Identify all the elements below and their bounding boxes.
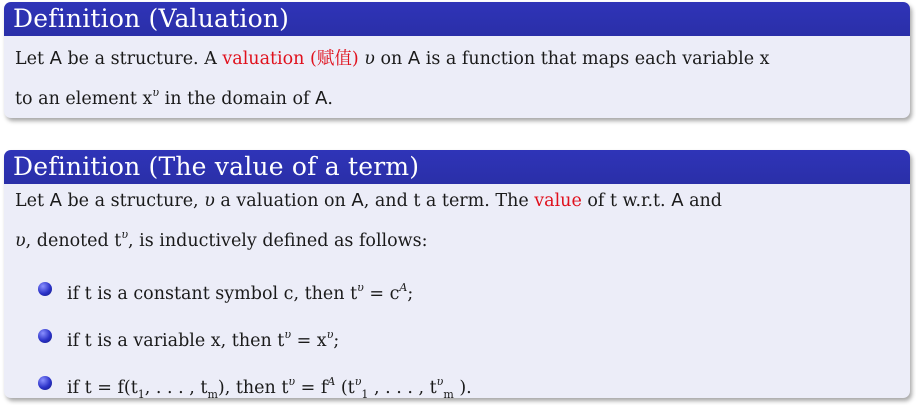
list-item [33,268,898,315]
block-body [4,36,910,116]
definition-valuation-block [4,2,910,118]
text: ; [333,331,340,351]
list-item [33,362,898,398]
superscript: A [399,281,408,294]
bullet-icon [38,282,52,296]
text: , is inductively defined as follows: [128,231,428,251]
subscript: m [207,388,218,398]
text: of t w.r.t. [581,191,672,211]
superscript: υ [284,328,292,341]
valuation-symbol: υ [15,231,26,251]
bullet-icon [38,329,52,343]
superscript: A [327,375,336,388]
text: Let [15,49,50,69]
structure-symbol: A [351,190,364,211]
text: on [374,49,408,69]
text: = f [295,378,328,398]
superscript: υ [121,228,129,241]
defined-term: valuation [222,49,305,69]
text: in the domain of [159,89,316,109]
text: if t is a variable x, then t [67,331,285,351]
superscript: υ [436,375,444,388]
text: . [327,89,333,109]
definition-cases-list [15,268,898,398]
structure-symbol: A [671,190,684,211]
definition-term-value-block [4,150,910,398]
superscript: υ [357,281,364,294]
defined-term: value [534,191,582,211]
superscript: υ [326,328,334,341]
superscript: υ [152,86,160,99]
subscript: 1 [361,388,369,398]
text: , . . . , t [368,378,437,398]
text: ; [407,284,414,304]
superscript: υ [354,375,362,388]
subscript: m [443,388,454,398]
block-body [4,184,910,398]
text: if t = f(t [67,378,138,398]
text: , denoted t [25,231,122,251]
text: is a function that maps each variable x [420,49,770,69]
superscript: υ [288,375,296,388]
structure-symbol: A [49,48,62,69]
structure-symbol: A [315,88,328,109]
structure-symbol: A [407,48,421,69]
text: ), then t [217,378,289,398]
text: , . . . , t [144,378,208,398]
text: and [683,191,722,211]
text: , and t a term. The [363,191,535,211]
text: (t [335,378,355,398]
text: Let [15,191,50,211]
subscript: 1 [137,388,145,398]
text: be a structure. A [61,49,223,69]
text: if t is a constant symbol c, then t [67,284,358,304]
block-title: Definition (Valuation) [4,2,910,36]
structure-symbol: A [49,190,62,211]
block-title: Definition (The value of a term) [4,150,910,184]
text: a valuation on [214,191,352,211]
text: to an element x [15,89,153,109]
bullet-icon [38,376,52,390]
text: = c [363,284,400,304]
text: be a structure, [61,191,205,211]
text: = x [291,331,327,351]
chinese-term: (赋值) [310,49,359,69]
valuation-symbol: υ [204,191,215,211]
text: ). [453,378,472,398]
valuation-symbol: υ [364,49,375,69]
list-item [33,315,898,362]
